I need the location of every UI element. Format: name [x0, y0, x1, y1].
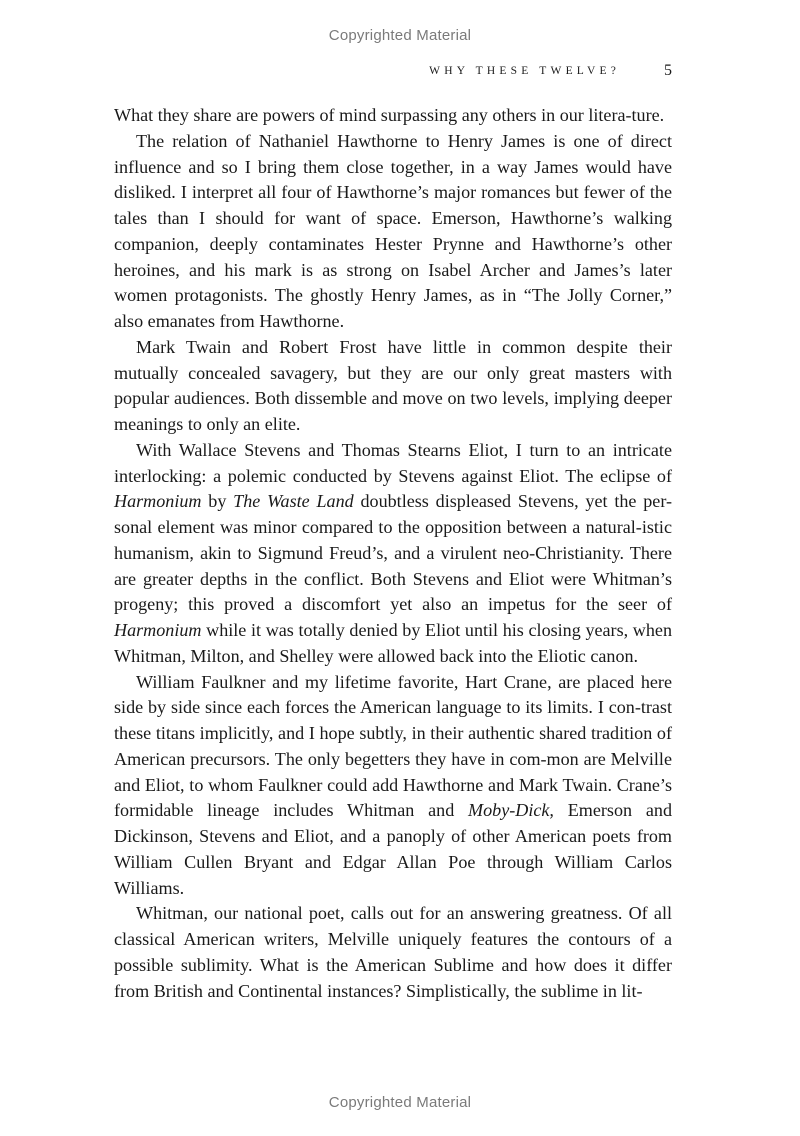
italic-title: Moby-Dick,: [468, 800, 554, 821]
paragraph: Whitman, our national poet, calls out for an answering greatness. Of all classical American writers, Melville uniquely features the contours of a possible sublimity. What is the American Sublime and how does it differ from British and Continental instances? Simplistically, the sublime in lit-: [114, 903, 672, 1001]
text-run: while it was totally denied by Eliot until his closing years, when Whitman, Milton, and Shelley were allowed back into the Eliotic canon.: [114, 620, 672, 666]
copyright-watermark-top: Copyrighted Material: [328, 27, 472, 44]
page-number: 5: [664, 62, 672, 79]
text-run: William Faulkner and my lifetime favorite, Hart Crane, are placed here side by side since each forces the American language to its limits. I con-trast these titans implicitly, and I hope subtly, in their authentic shared tradition of American precursors. The only begetters they have in com-mon are Melville and Eliot, to whom Faulkner could add Hawthorne and Mark Twain. Crane’s formidable lineage includes Whitman and: [114, 671, 672, 821]
paragraph: The relation of Nathaniel Hawthorne to Henry James is one of direct influence and so I bring them close together, in a way James would have disliked. I interpret all four of Hawthorne’s major romances but fewer of the tales than I should for want of space. Emerson, Hawthorne’s walking companion, deeply contaminates Hester Prynne and Hawthorne’s other heroines, and his mark is as strong on Isabel Archer and James’s later women protagonists. The ghostly Henry James, as in “The Jolly Corner,” also emanates from Hawthorne.: [114, 130, 672, 331]
italic-title: Harmonium: [114, 491, 202, 512]
body-text: [114, 103, 672, 1004]
text-run: by: [201, 491, 234, 512]
paragraph: [114, 438, 672, 670]
running-head-title: WHY THESE TWELVE?: [429, 65, 620, 77]
copyright-watermark-bottom: Copyrighted Material: [328, 1094, 472, 1111]
running-head: [114, 62, 672, 84]
text-run: With Wallace Stevens and Thomas Stearns Eliot, I turn to an intricate interlocking: a polemic conducted by Stevens against Eliot. The eclipse of: [114, 439, 672, 486]
paragraph: Mark Twain and Robert Frost have little in common despite their mutually concealed savagery, but they are our only great masters with popular audiences. Both dissemble and move on two levels, implying deeper meanings to only an elite.: [114, 336, 672, 434]
italic-title: Harmonium: [114, 620, 202, 640]
paragraph: What they share are powers of mind surpassing any others in our litera-ture.: [114, 105, 665, 125]
italic-title: The Waste Land: [233, 491, 354, 512]
paragraph: [114, 670, 672, 902]
text-run: Emerson and Dickinson, Stevens and Eliot, and a panoply of other American poets from William Cullen Bryant and Edgar Allan Poe through William Carlos Williams.: [114, 800, 672, 898]
text-run: doubtless displeased Stevens, yet the per-sonal element was minor compared to the opposition between a natural-istic humanism, akin to Sigmund Freud’s, and a virulent neo-Christianity. There are greater depths in the conflict. Both Stevens and Eliot were Whitman’s progeny; this proved a discomfort yet also an impetus for the seer of: [114, 491, 673, 615]
